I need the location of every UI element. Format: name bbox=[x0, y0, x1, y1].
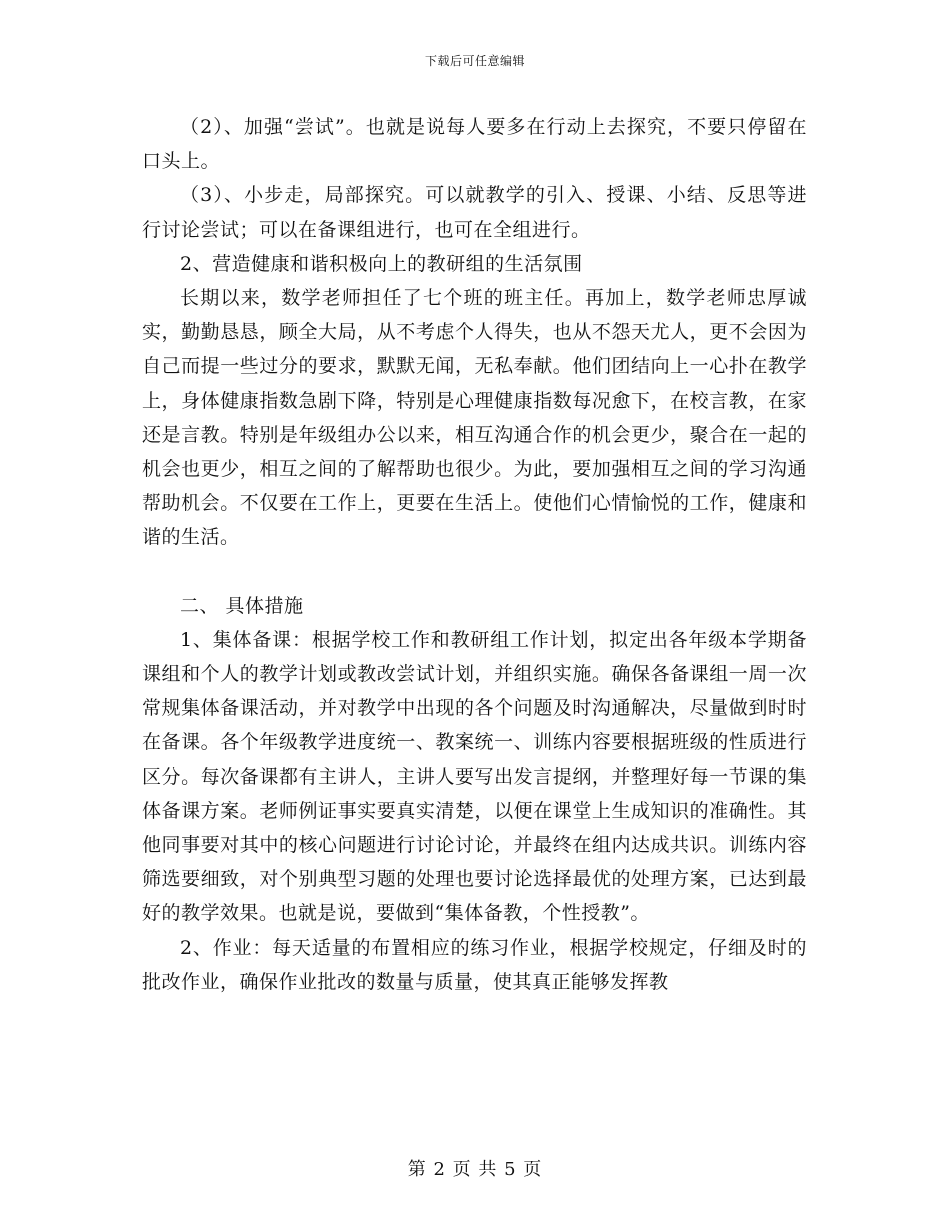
paragraph-small-steps: （3）、小步走，局部探究。可以就教学的引入、授课、小结、反思等进行讨论尝试；可以在备课组进行，也可在全组进行。 bbox=[142, 184, 807, 241]
paragraph-atmosphere-title: 2、营造健康和谐积极向上的教研组的生活氛围 bbox=[180, 252, 583, 275]
page-header: 下载后可任意编辑 bbox=[424, 54, 525, 68]
paragraph-homework: 2、作业：每天适量的布置相应的练习作业，根据学校规定，仔细及时的批改作业，确保作业批改的数量与质量，使其真正能够发挥教 bbox=[142, 936, 807, 993]
section-heading-measures: 二、 具体措施 bbox=[180, 594, 304, 617]
page-footer: 第 2 页 共 5 页 bbox=[407, 1159, 543, 1180]
paragraph-atmosphere-body: 长期以来，数学老师担任了七个班的班主任。再加上，数学老师忠厚诚实，勤勤恳恳，顾全大局，从不考虑个人得失，也从不怨天尤人，更不会因为自己而提一些过分的要求，默默无闻，无私奉献。他们团结向上一心扑在教学上，身体健康指数急剧下降，特别是心理健康指数每况愈下，在校言教，在家还是言教。特别是年级组办公以来，相互沟通合作的机会更少，聚合在一起的机会也更少，相互之间的了解帮助也很少。为此，要加强相互之间的学习沟通帮助机会。不仅要在工作上，更要在生活上。使他们心情愉悦的工作，健康和谐的生活。 bbox=[142, 287, 807, 549]
paragraph-attempt: （2）、加强“尝试”。也就是说每人要多在行动上去探究，不要只停留在口头上。 bbox=[142, 116, 807, 173]
document-body bbox=[142, 110, 807, 999]
paragraph-collective-prep: 1、集体备课：根据学校工作和教研组工作计划，拟定出各年级本学期备课组和个人的教学计划或教改尝试计划，并组织实施。确保各备课组一周一次常规集体备课活动，并对教学中出现的各个问题及时沟通解决，尽量做到时时在备课。各个年级教学进度统一、教案统一、训练内容要根据班级的性质进行区分。每次备课都有主讲人，主讲人要写出发言提纲，并整理好每一节课的集体备课方案。老师例证事实要真实清楚，以便在课堂上生成知识的准确性。其他同事要对其中的核心问题进行讨论讨论，并最终在组内达成共识。训练内容筛选要细致，对个别典型习题的处理也要讨论选择最优的处理方案，已达到最好的教学效果。也就是说，要做到“集体备教，个性授教”。 bbox=[142, 628, 807, 925]
